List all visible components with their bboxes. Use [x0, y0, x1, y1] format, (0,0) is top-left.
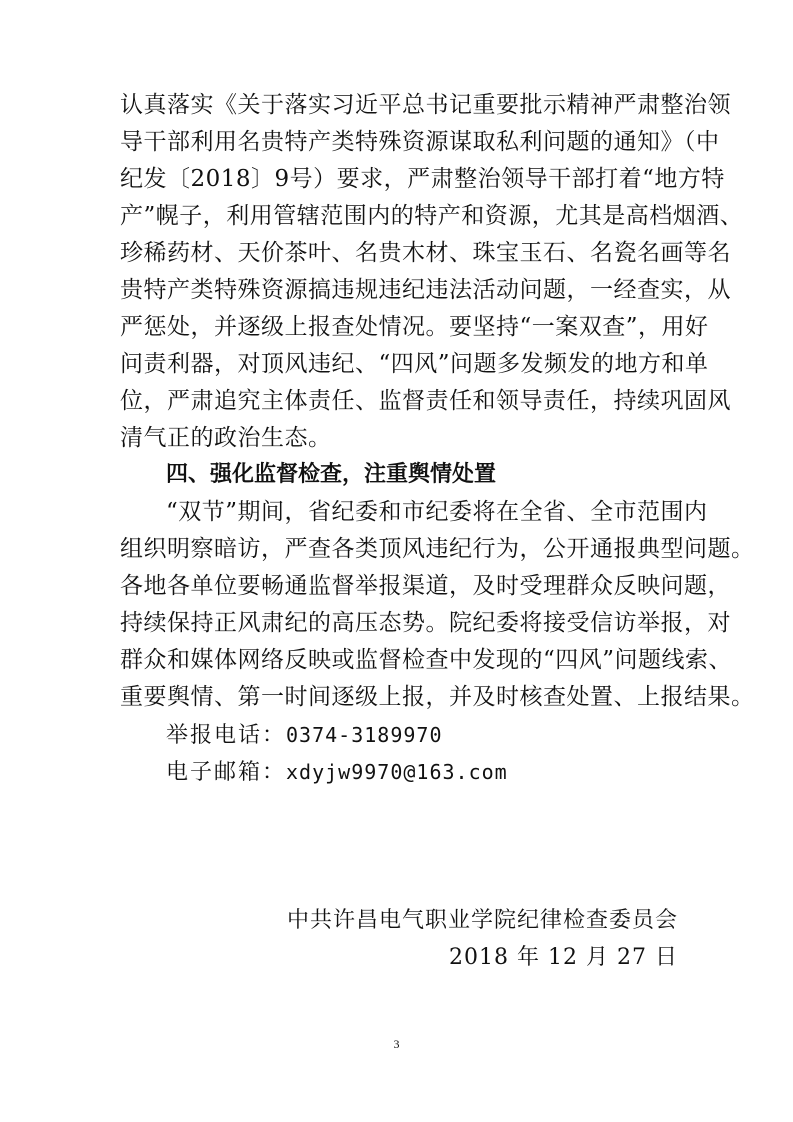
paragraph2-line-1: “双节”期间，省纪委和市纪委将在全省、全市范围内	[166, 499, 708, 525]
email-label: 电子邮箱：	[166, 760, 287, 785]
contact-phone	[166, 720, 443, 751]
email-address: xdyjw9970@163.com	[286, 760, 508, 784]
phone-label: 举报电话：	[166, 723, 287, 748]
paragraph1-line-3: 纪发〔2018〕9号）要求，严肃整治领导干部打着“地方特	[120, 166, 725, 192]
paragraph1-line-4: 产”幌子，利用管辖范围内的特产和资源，尤其是高档烟酒、	[120, 203, 744, 229]
paragraph2-line-2: 组织明察暗访，严查各类顶风违纪行为，公开通报典型问题。	[120, 536, 755, 562]
paragraph2-line-4: 持续保持正风肃纪的高压态势。院纪委将接受信访举报，对	[120, 610, 731, 636]
paragraph1-line-5: 珍稀药材、天价茶叶、名贵木材、珠宝玉石、名瓷名画等名	[120, 240, 731, 266]
paragraph1-line-8: 问责利器，对顶风违纪、“四风”问题多发频发的地方和单	[120, 351, 709, 377]
paragraph2-line-3: 各地各单位要畅通监督举报渠道，及时受理群众反映问题，	[120, 573, 731, 599]
paragraph1-line-10: 清气正的政治生态。	[120, 425, 332, 451]
signature-org: 中共许昌电气职业学院纪律检查委员会	[286, 908, 678, 933]
paragraph1-line-2: 导干部利用名贵特产类特殊资源谋取私利问题的通知》（中	[120, 129, 720, 155]
section-heading: 四、强化监督检查，注重舆情处置	[166, 462, 497, 487]
paragraph1-line-6: 贵特产类特殊资源搞违规违纪违法活动问题，一经查实，从	[120, 277, 731, 303]
paragraph1-line-9: 位，严肃追究主体责任、监督责任和领导责任，持续巩固风	[120, 388, 731, 414]
contact-email	[166, 757, 508, 788]
paragraph1-line-1: 认真落实《关于落实习近平总书记重要批示精神严肃整治领	[120, 92, 731, 118]
paragraph2-line-5: 群众和媒体网络反映或监督检查中发现的“四风”问题线索、	[120, 647, 733, 673]
signature-date: 2018 年 12 月 27 日	[449, 945, 678, 970]
phone-number: 0374-3189970	[286, 723, 443, 747]
paragraph1-line-7: 严惩处，并逐级上报查处情况。要坚持“一案双查”，用好	[120, 314, 709, 340]
page-number: 3	[393, 1037, 400, 1051]
paragraph2-line-6: 重要舆情、第一时间逐级上报，并及时核查处置、上报结果。	[120, 684, 755, 710]
